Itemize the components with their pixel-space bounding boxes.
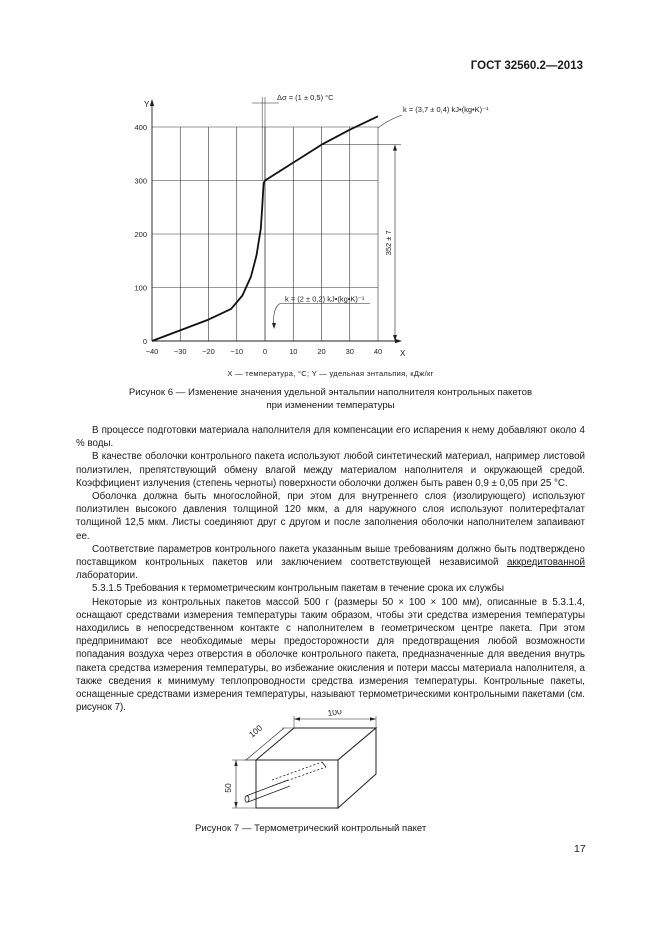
dimension-top-label: 100 (326, 710, 343, 718)
x-axis-label: X (400, 349, 406, 358)
figure-6-caption-line1: Рисунок 6 — Изменение значения удельной энтальпии наполнителя контрольных пакетов (128, 387, 533, 398)
accredited-link[interactable]: аккредитованной (506, 557, 585, 569)
section-title: 5.3.1.5 Требования к термометрическим контрольным пакетам в течение срока их службы (92, 583, 505, 595)
y-tick-label: 300 (134, 176, 147, 186)
x-tick-label: −40 (145, 347, 159, 356)
y-axis-label: Y (144, 100, 150, 109)
y-tick-label: 100 (134, 283, 147, 293)
enthalpy-chart (120, 86, 540, 376)
figure-6-caption-line2: при изменении температуры (266, 400, 395, 411)
paragraph-accreditation: Соответствие параметров контрольного пакета указанным выше требованиям должно быть подтверждено поставщиком контрольных пакетов или заключением соответствующей независимой аккредитованной лаборатории. (76, 543, 585, 582)
y-tick-label: 0 (142, 337, 147, 346)
body-text (76, 424, 585, 714)
x-tick-label: −10 (230, 347, 244, 356)
x-tick-label: 40 (373, 347, 383, 356)
k-lower-annotation: k = (2 ± 0,2) kJ•(kg•K)⁻¹ (285, 294, 365, 304)
x-tick-label: −20 (202, 347, 215, 356)
x-tick-label: 0 (262, 347, 268, 356)
x-tick-label: 20 (317, 347, 326, 356)
figure-6 (120, 86, 540, 376)
k-upper-annotation: k = (3,7 ± 0,4) kJ•(kg•K)⁻¹ (403, 105, 489, 114)
dim-arrow-top (393, 145, 397, 151)
x-tick-label: −30 (173, 347, 187, 356)
paragraph: В качестве оболочки контрольного пакета используют любой синтетический материал, например листовой полиэтилен, препятствующий обмену влагой между материалом наполнителя и окружающей средой. Коэффициент излучения (степень черноты) поверхности оболочки должен быть равен 0,9 ± 0,05 при 25 °С. (76, 451, 585, 489)
probe-end (245, 796, 249, 802)
x-tick-label: 30 (345, 347, 354, 356)
y-axis-arrow (150, 99, 154, 106)
paragraph: В процессе подготовки материала наполнителя для компенсации его испарения к нему добавляют около 4 % воды. (76, 425, 585, 450)
x-tick-label: 10 (289, 347, 298, 356)
thermometric-package-drawing (216, 710, 416, 825)
dim-vertical-annotation: 352 ± 7 (384, 230, 393, 256)
dimension-height-label: 50 (223, 783, 233, 793)
dimension-left-label: 100 (246, 722, 265, 740)
figure-6-legend: X — температура, °С; Y — удельная энтальпия, кДж/кг (227, 369, 434, 378)
delta-annotation: Δσ = (1 ± 0,5) °C (277, 93, 334, 102)
y-tick-label: 200 (134, 230, 147, 239)
paragraph: Некоторые из контрольных пакетов массой 500 г (размеры 50 × 100 × 100 мм), описанные в 5.3.1.4, оснащают средствами измерения температуры таким образом, чтобы эти средства измерения температуры находились в непосредственном контакте с наполнителем в геометрическом центре пакета. При этом предпринимают все необходимые меры предосторожности для предотвращения любой возможности попадания воздуха через отверстия в оболочке контрольного пакета, предназначенные для введения внутрь пакета средства измерения температуры, во избежание окисления и потери массы материала наполнителя, а также сведения к минимуму теплопроводности средства измерения температуры. Контрольные пакеты, оснащенные средствами измерения температуры, называют термометрическими контрольными пакетами (см. рисунок 7). (76, 596, 585, 714)
paragraph: Оболочка должна быть многослойной, при этом для внутреннего слоя (изолирующего) используют полиэтилен высокого давления толщиной 120 мкм, а для наружного слоя используют политерефталат толщиной 12,5 мкм. Листы соединяют друг с другом и после заполнения оболочки наполнителем запаивают ее. (76, 491, 585, 542)
page-number: 17 (574, 843, 586, 855)
figure-7-caption: Рисунок 7 — Термометрический контрольный пакет (195, 823, 427, 834)
standard-header: ГОСТ 32560.2—2013 (470, 60, 583, 72)
k-lower-arrow (272, 323, 276, 329)
figure-7 (216, 710, 416, 825)
y-tick-label: 400 (134, 123, 147, 132)
k-upper-leader (378, 115, 402, 128)
